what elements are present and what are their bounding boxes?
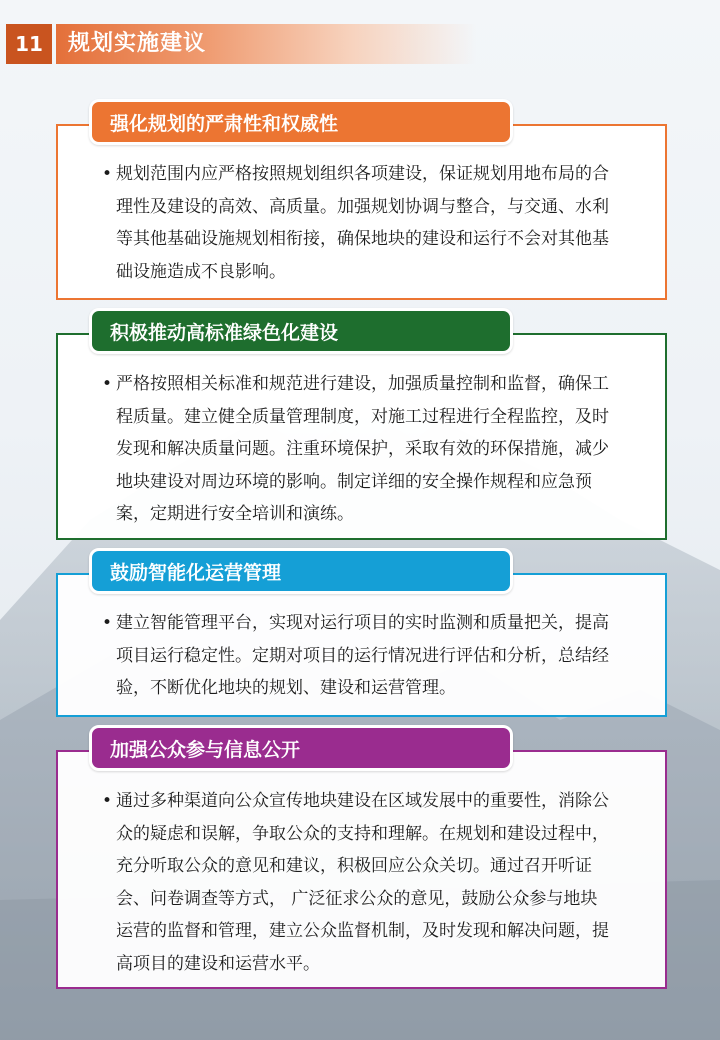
card-body xyxy=(102,785,611,980)
card-title-tab xyxy=(89,548,513,594)
bullet-dot: • xyxy=(102,374,113,394)
recommendation-card-3 xyxy=(56,548,667,717)
section-number-badge: 11 xyxy=(6,24,52,64)
section-title-bar xyxy=(56,24,476,64)
card-text: 建立智能管理平台，实现对运行项目的实时监测和质量把关，提高项目运行稳定性。定期对项目的运行情况进行评估和分析，总结经验，不断优化地块的规划、建设和运营管理。 xyxy=(116,613,609,698)
card-text: 规划范围内应严格按照规划组织各项建设，保证规划用地布局的合理性及建设的高效、高质量。加强规划协调与整合，与交通、水利等其他基础设施规划相衔接，确保地块的建设和运行不会对其他基础设施造成不良影响。 xyxy=(116,164,609,282)
card-title-tab xyxy=(89,725,513,771)
card-title: 加强公众参与信息公开 xyxy=(110,738,301,761)
card-title: 鼓励智能化运营管理 xyxy=(110,561,282,584)
card-text: 严格按照相关标准和规范进行建设，加强质量控制和监督，确保工程质量。建立健全质量管理制度，对施工过程进行全程监控，及时发现和解决质量问题。注重环境保护，采取有效的环保措施，减少地块建设对周边环境的影响。制定详细的安全操作规程和应急预案，定期进行安全培训和演练。 xyxy=(116,374,609,524)
bullet-item xyxy=(102,785,611,980)
card-body xyxy=(102,158,611,288)
card-text: 通过多种渠道向公众宣传地块建设在区域发展中的重要性，消除公众的疑虑和误解，争取公众的支持和理解。在规划和建设过程中，充分听取公众的意见和建议，积极回应公众关切。通过召开听证会、问卷调查等方式， 广泛征求公众的意见，鼓励公众参与地块运营的监督和管理，建立公众监督机制，及时发现和解决问题，提高项目的建设和运营水平。 xyxy=(116,791,609,974)
bullet-item xyxy=(102,368,611,531)
recommendation-card-4 xyxy=(56,725,667,989)
section-header xyxy=(0,24,720,64)
card-title-tab xyxy=(89,308,513,354)
bullet-dot: • xyxy=(102,164,113,184)
bullet-item xyxy=(102,607,611,705)
recommendation-card-1 xyxy=(56,99,667,300)
card-body xyxy=(102,368,611,531)
card-title: 积极推动高标准绿色化建设 xyxy=(110,321,339,344)
bullet-dot: • xyxy=(102,791,113,811)
recommendation-card-2 xyxy=(56,308,667,540)
bullet-item xyxy=(102,158,611,288)
section-title: 规划实施建议 xyxy=(68,31,207,56)
card-body xyxy=(102,607,611,705)
card-title: 强化规划的严肃性和权威性 xyxy=(110,112,339,135)
bullet-dot: • xyxy=(102,613,113,633)
card-title-tab xyxy=(89,99,513,145)
